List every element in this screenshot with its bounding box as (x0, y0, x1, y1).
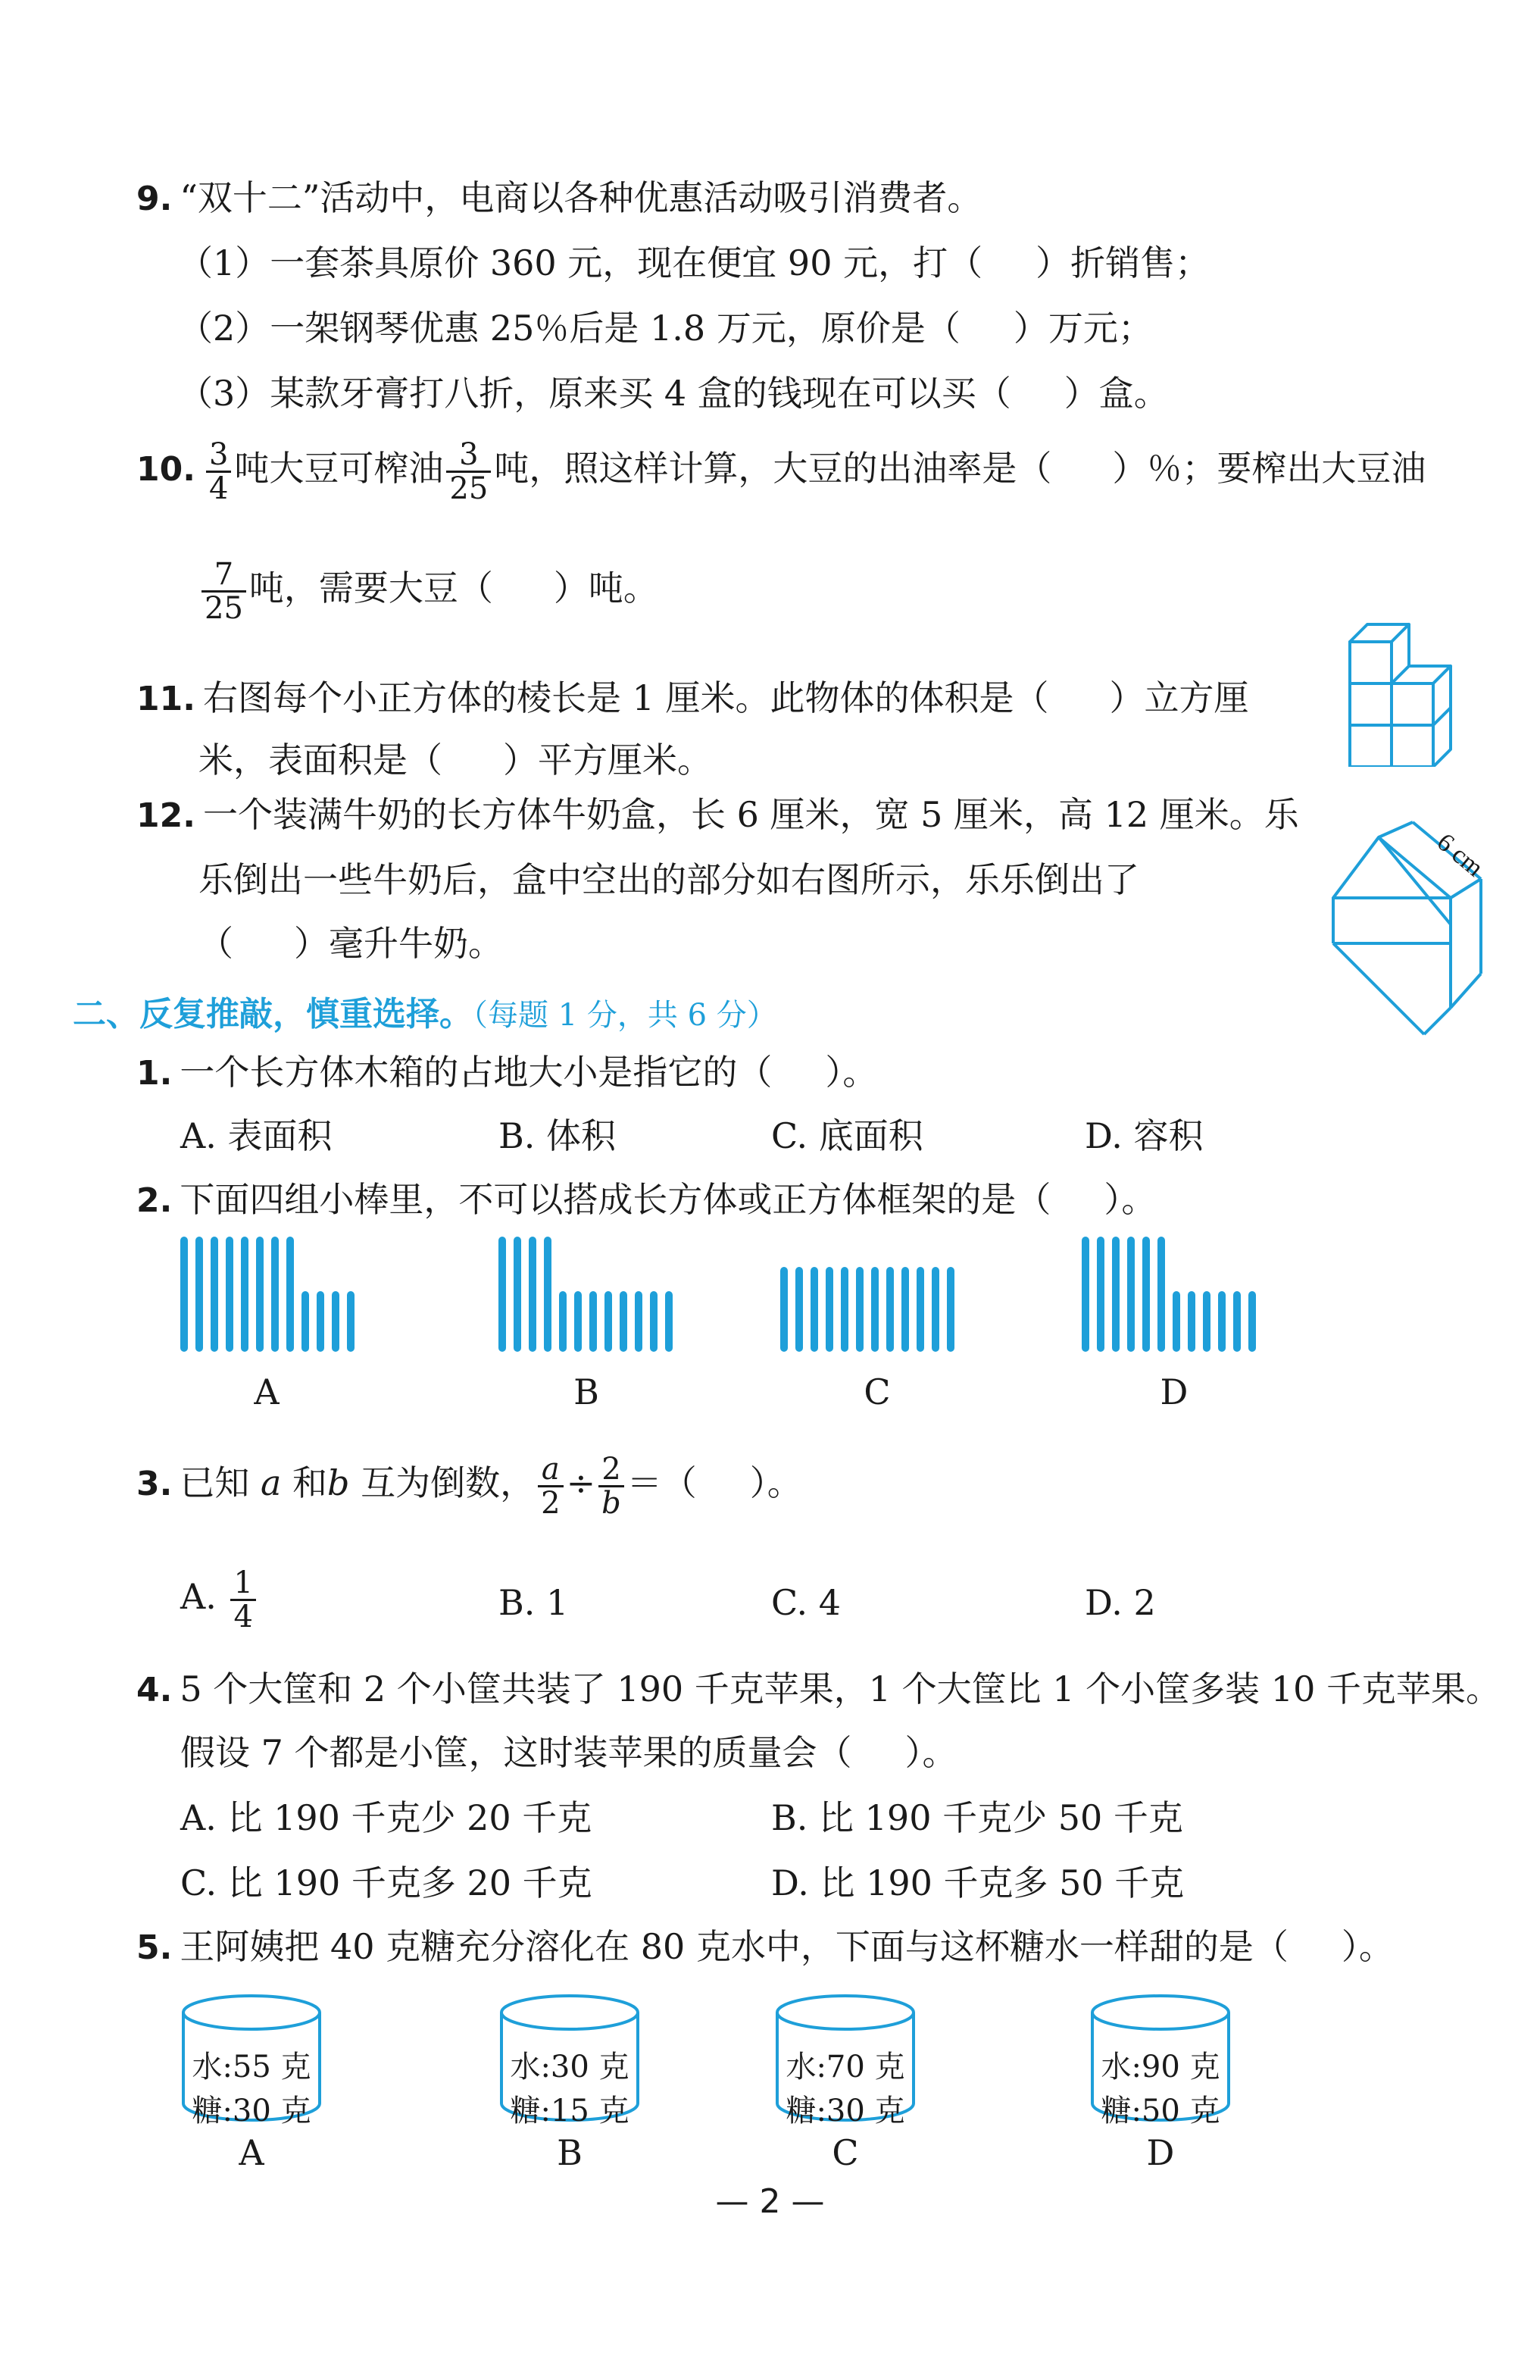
q12-text: 乐倒出一些牛奶后，盒中空出的部分如右图所示，乐乐倒出了 (198, 859, 1139, 900)
cup-water-label: 水:30 克 (510, 2050, 629, 2084)
q12-text: ）毫升牛奶。 (294, 923, 503, 964)
c4-line2 (180, 1732, 957, 1773)
c3-option-b[interactable]: B. 1 (498, 1582, 569, 1623)
fraction (201, 558, 246, 624)
stick (901, 1267, 909, 1352)
stick (811, 1267, 818, 1352)
q9-part3-text: （3）某款牙膏打八折，原来买 4 盒的钱现在可以买（ (178, 373, 1011, 414)
c3-option-c[interactable]: C. 4 (771, 1582, 842, 1623)
stick (1218, 1291, 1226, 1352)
stick-groups (174, 1235, 1273, 1356)
cup-sugar-label: 糖:30 克 (192, 2094, 311, 2128)
c2-label-d[interactable]: D (1160, 1371, 1189, 1412)
stick (620, 1291, 627, 1352)
cup-label: C (832, 2132, 859, 2173)
q9-part3 (178, 373, 1169, 414)
q11-text: ）平方厘米。 (503, 740, 712, 780)
q12-line3 (198, 923, 503, 964)
q9-part1-tail: ）折销售； (1036, 242, 1210, 283)
c2-text: 下面四组小棒里，不可以搭成长方体或正方体框架的是（ (180, 1179, 1051, 1220)
fraction-denominator: 2 (538, 1485, 563, 1519)
q10-text: 吨，照这样计算，大豆的出油率是（ (494, 448, 1052, 489)
stick (871, 1267, 879, 1352)
q10-text: 吨大豆可榨油 (234, 448, 444, 489)
cup-water-label: 水:55 克 (192, 2050, 311, 2084)
page-number: — 2 — (715, 2182, 825, 2221)
c5-text: ）。 (1341, 1926, 1394, 1967)
c3-stem (136, 1449, 802, 1519)
c4-option-b[interactable]: B. 比 190 千克少 50 千克 (771, 1797, 1183, 1838)
q12-text: 一个装满牛奶的长方体牛奶盒，长 6 厘米，宽 5 厘米，高 12 厘米。乐 (202, 794, 1299, 835)
fraction-denominator: 25 (201, 590, 246, 624)
dimension-label: 6 cm (1431, 827, 1489, 883)
c1-option-a[interactable]: A. 表面积 (180, 1115, 333, 1156)
stick (1203, 1291, 1210, 1352)
q11-text: 米，表面积是（ (198, 740, 442, 780)
stick (529, 1237, 536, 1352)
variable-b: b (327, 1462, 350, 1503)
c3-text: ＝（ (626, 1462, 697, 1503)
stick (826, 1267, 833, 1352)
stick (947, 1267, 954, 1352)
c3-text: 互为倒数， (361, 1462, 536, 1503)
stick (1233, 1291, 1241, 1352)
stick (574, 1291, 582, 1352)
stick (1097, 1237, 1104, 1352)
c1-option-b[interactable]: B. 体积 (498, 1115, 617, 1156)
cup-sugar-label: 糖:15 克 (510, 2094, 629, 2128)
stick (195, 1237, 203, 1352)
stick (256, 1237, 264, 1352)
q12-line2 (198, 859, 1139, 900)
c3-text: ）。 (749, 1462, 802, 1503)
cup-option-b[interactable] (494, 1990, 645, 2172)
stick (1173, 1291, 1180, 1352)
c4-text: 假设 7 个都是小筐，这时装苹果的质量会（ (180, 1732, 852, 1773)
q11-number: 11. (136, 680, 195, 718)
c1-number: 1. (136, 1054, 173, 1093)
c1-text: 一个长方体木箱的占地大小是指它的（ (180, 1052, 773, 1093)
fraction-numerator: 7 (214, 556, 234, 592)
c1-option-d[interactable]: D. 容积 (1085, 1115, 1204, 1156)
c2-number: 2. (136, 1181, 173, 1220)
stick (856, 1267, 864, 1352)
stick (795, 1267, 803, 1352)
q9-part1-text: （1）一套茶具原价 360 元，现在便宜 90 元，打（ (178, 242, 983, 283)
stick (1127, 1237, 1135, 1352)
fraction (538, 1453, 563, 1519)
q9-part3-tail: ）盒。 (1064, 373, 1169, 414)
stick (514, 1237, 521, 1352)
q9-number: 9. (136, 180, 173, 218)
q9-part2-text: （2）一架钢琴优惠 25％后是 1.8 万元，原价是（ (178, 308, 961, 349)
stick (544, 1237, 551, 1352)
stick (604, 1291, 612, 1352)
c2-label-b[interactable]: B (573, 1371, 599, 1412)
c5-number: 5. (136, 1928, 173, 1967)
stick (559, 1291, 567, 1352)
c4-text: 5 个大筐和 2 个小筐共装了 190 千克苹果，1 个大筐比 1 个小筐多装 10 千克苹果。 (180, 1669, 1501, 1709)
stick (1082, 1237, 1089, 1352)
fraction-numerator: a (541, 1451, 560, 1487)
c2-text: ）。 (1104, 1179, 1157, 1220)
q9-stem (136, 177, 982, 218)
q12-line1 (136, 794, 1299, 835)
cup-option-d[interactable] (1085, 1990, 1236, 2172)
stick (886, 1267, 894, 1352)
fraction-numerator: 3 (208, 436, 229, 472)
fraction (206, 436, 231, 506)
cup-option-a[interactable] (176, 1990, 327, 2172)
cup-water-label: 水:90 克 (1101, 2050, 1220, 2084)
c4-option-a[interactable]: A. 比 190 千克少 20 千克 (180, 1797, 592, 1838)
fraction-denominator: b (598, 1485, 624, 1519)
c2-stem (136, 1179, 1157, 1220)
stick (1112, 1237, 1120, 1352)
stick (301, 1291, 309, 1352)
cup-sugar-label: 糖:30 克 (786, 2094, 905, 2128)
cup-water-label: 水:70 克 (786, 2050, 905, 2084)
c4-line1 (136, 1669, 1501, 1709)
c4-text: ）。 (904, 1732, 957, 1773)
stick (347, 1291, 355, 1352)
q10-line1 (136, 438, 1426, 505)
stick (211, 1237, 218, 1352)
fraction-denominator: 25 (446, 471, 491, 505)
c3-text: 已知 (180, 1462, 250, 1503)
stick (317, 1291, 324, 1352)
fraction-denominator: 4 (206, 471, 231, 505)
c1-text: ）。 (825, 1052, 878, 1093)
c3-number: 3. (136, 1465, 173, 1503)
stick (589, 1291, 597, 1352)
c2-label-c[interactable]: C (864, 1371, 891, 1412)
c4-option-d[interactable]: D. 比 190 千克多 50 千克 (771, 1862, 1185, 1903)
q11-text: 右图每个小正方体的棱长是 1 厘米。此物体的体积是（ (202, 677, 1049, 718)
q10-text: 吨，需要大豆（ (248, 568, 493, 608)
c5-stem (136, 1926, 1394, 1967)
c4-option-c[interactable]: C. 比 190 千克多 20 千克 (180, 1862, 592, 1903)
divide-sign: ÷ (566, 1462, 596, 1503)
q10-number: 10. (136, 450, 195, 489)
fraction (598, 1453, 624, 1519)
fraction-numerator: 2 (601, 1451, 621, 1487)
stick (286, 1237, 294, 1352)
stick (841, 1267, 848, 1352)
q10-line2 (198, 558, 658, 624)
c2-label-a[interactable]: A (254, 1371, 280, 1412)
q11-line1 (136, 677, 1249, 718)
stick (665, 1291, 673, 1352)
q12-text: （ (198, 923, 233, 964)
cup-label: B (557, 2132, 583, 2173)
stick (1142, 1237, 1150, 1352)
cubes-figure (1333, 615, 1458, 767)
c3-text: 和 (292, 1462, 328, 1503)
stick (917, 1267, 924, 1352)
stick (498, 1237, 506, 1352)
q9-stem-text: “双十二”活动中，电商以各种优惠活动吸引消费者。 (180, 177, 982, 218)
stick (332, 1291, 339, 1352)
c1-stem (136, 1052, 878, 1093)
c1-option-c[interactable]: C. 底面积 (771, 1115, 923, 1156)
q10-text: ）吨。 (553, 568, 658, 608)
cup-label: A (239, 2132, 264, 2173)
section-2-title: 二、反复推敲，慎重选择。 (73, 995, 473, 1034)
section-2-note: （每题 1 分，共 6 分） (473, 998, 777, 1033)
fraction-numerator: 1 (233, 1565, 253, 1600)
stick (180, 1237, 188, 1352)
option-prefix: A. (180, 1576, 217, 1617)
c5-text: 王阿姨把 40 克糖充分溶化在 80 克水中，下面与这杯糖水一样甜的是（ (180, 1926, 1289, 1967)
fraction (230, 1567, 255, 1633)
stick (226, 1237, 233, 1352)
fraction (446, 436, 491, 506)
milk-box-figure (1307, 803, 1496, 1046)
stick (1157, 1237, 1165, 1352)
c3-option-a[interactable] (180, 1562, 259, 1633)
q9-part2 (178, 308, 1153, 349)
stick (1248, 1291, 1256, 1352)
stick (1188, 1291, 1195, 1352)
section-2-header (73, 987, 777, 1035)
fraction-numerator: 3 (459, 436, 479, 472)
stick (780, 1267, 788, 1352)
q9-part1 (178, 242, 1210, 283)
variable-a: a (260, 1462, 282, 1503)
stick (271, 1237, 279, 1352)
c3-option-d[interactable]: D. 2 (1085, 1582, 1156, 1623)
stick (635, 1291, 642, 1352)
cup-option-c[interactable] (770, 1990, 921, 2172)
c4-number: 4. (136, 1671, 173, 1709)
q10-text: ）％；要榨出大豆油 (1112, 448, 1426, 489)
cup-sugar-label: 糖:50 克 (1101, 2094, 1220, 2128)
cup-label: D (1146, 2132, 1175, 2173)
q9-part2-tail: ）万元； (1013, 308, 1153, 349)
stick (650, 1291, 658, 1352)
stick (932, 1267, 939, 1352)
fraction-denominator: 4 (230, 1599, 255, 1633)
q12-number: 12. (136, 796, 195, 835)
q11-line2 (198, 740, 712, 780)
q11-text: ）立方厘 (1109, 677, 1249, 718)
stick (241, 1237, 248, 1352)
